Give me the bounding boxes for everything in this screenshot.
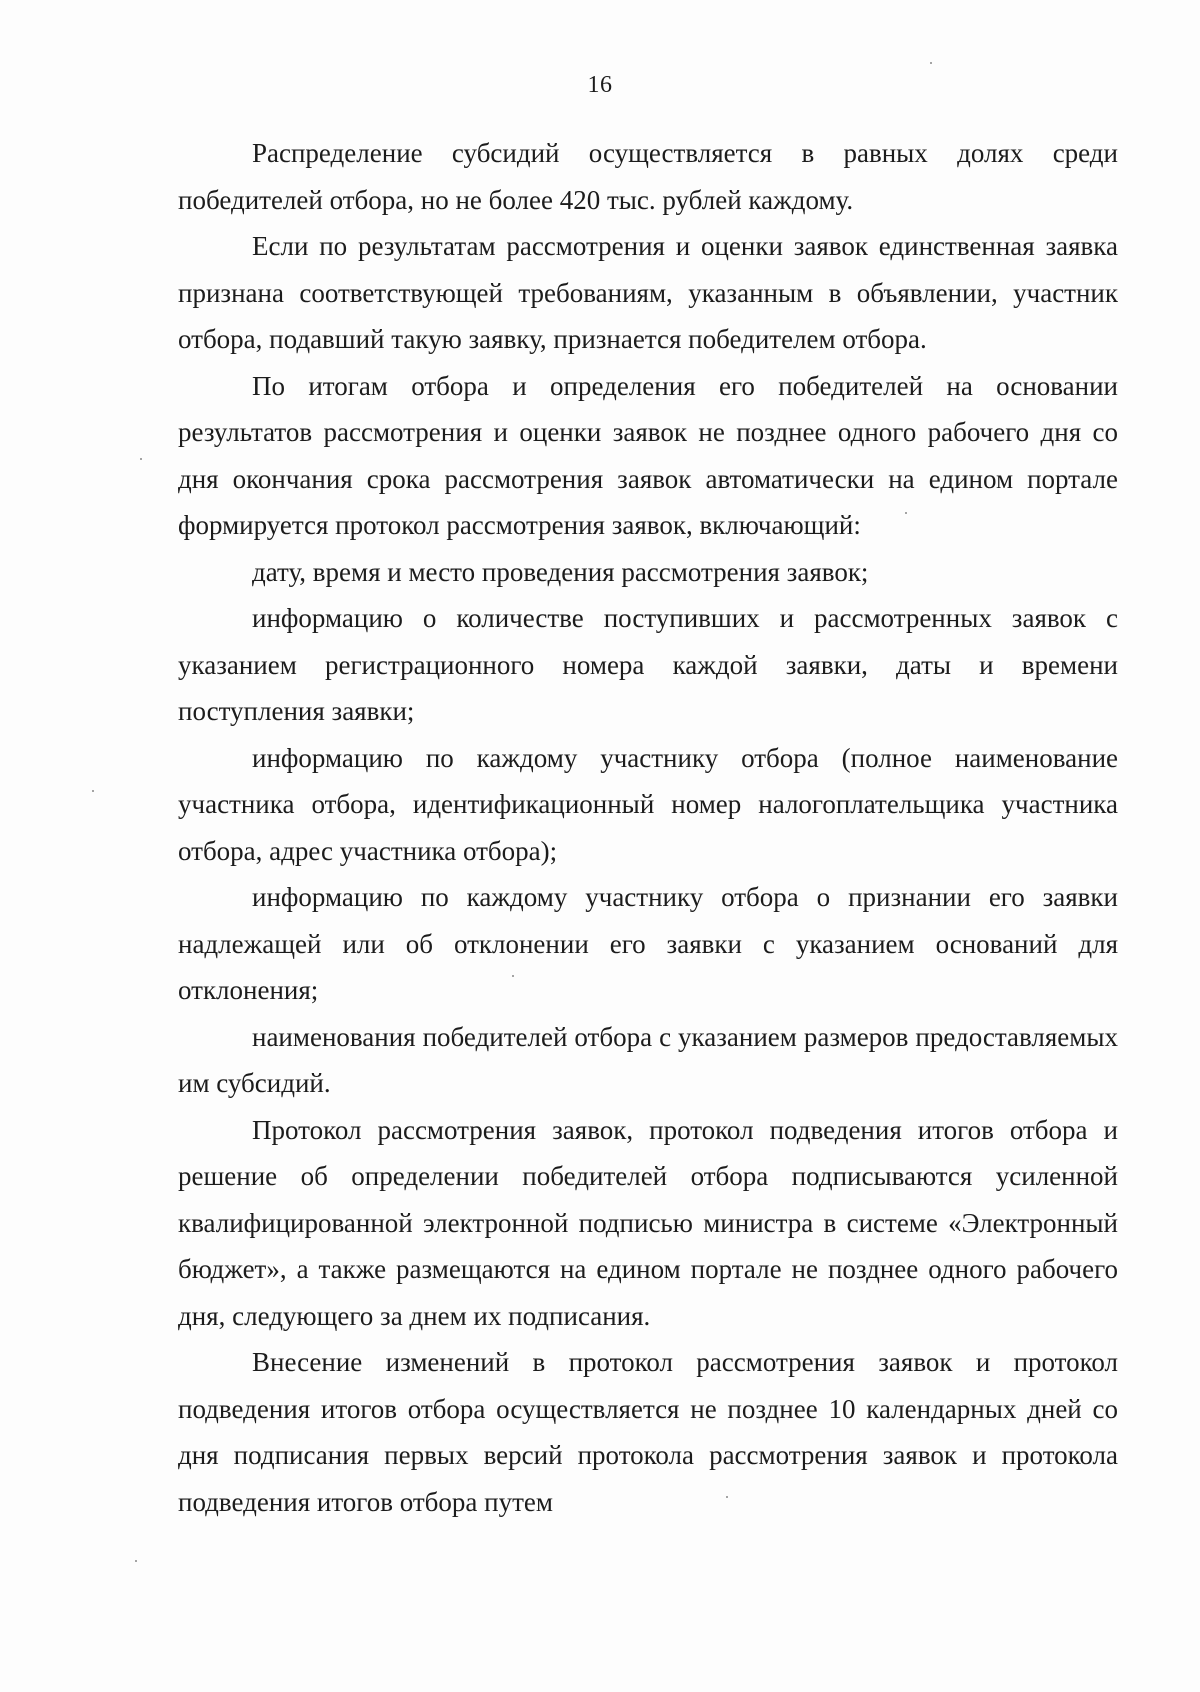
scan-speck — [92, 790, 94, 792]
document-body — [178, 130, 1118, 1525]
scan-speck — [930, 62, 932, 64]
paragraph-single-application: Если по результатам рассмотрения и оценки заявок единственная заявка признана соответствующей требованиям, указанным в объявлении, участник отбора, подавший такую заявку, признается победителем отбора. — [178, 231, 1118, 354]
scan-speck — [135, 1560, 137, 1562]
list-item-application-status: информацию по каждому участнику отбора о признании его заявки надлежащей или об отклонении его заявки с указанием оснований для отклонения; — [178, 882, 1118, 1005]
list-item-date-time-place: дату, время и место проведения рассмотрения заявок; — [252, 556, 869, 587]
scan-speck — [512, 975, 514, 977]
page-number: 16 — [587, 72, 613, 98]
scan-speck — [726, 1496, 728, 1498]
list-item-winners: наименования победителей отбора с указанием размеров предоставляемых им субсидий. — [178, 1021, 1118, 1098]
list-item-participant-info: информацию по каждому участнику отбора (полное наименование участника отбора, идентификационный номер налогоплательщика участника отбора, адрес участника отбора); — [178, 742, 1118, 866]
list-item-application-count: информацию о количестве поступивших и рассмотренных заявок с указанием регистрационного номера каждой заявки, даты и времени поступления заявки; — [178, 603, 1118, 726]
scan-speck — [905, 512, 907, 514]
paragraph-subsidy-distribution: Распределение субсидий осуществляется в равных долях среди победителей отбора, но не более 420 тыс. рублей каждому. — [178, 138, 1118, 215]
paragraph-review-protocol: По итогам отбора и определения его победителей на основании результатов рассмотрения и оценки заявок не позднее одного рабочего дня со дня окончания срока рассмотрения заявок автоматически на едином портале формируется протокол рассмотрения заявок, включающий: — [178, 370, 1118, 540]
paragraph-amendments: Внесение изменений в протокол рассмотрения заявок и протокол подведения итогов отбора осуществляется не позднее 10 календарных дней со дня подписания первых версий протокола рассмотрения заявок и протокола подведения итогов отбора путем — [178, 1347, 1118, 1517]
scan-speck — [140, 458, 142, 460]
paragraph-signing: Протокол рассмотрения заявок, протокол подведения итогов отбора и решение об определении победителей отбора подписываются усиленной квалифицированной электронной подписью министра в системе «Электронный бюджет», а также размещаются на едином портале не позднее одного рабочего дня, следующего за днем их подписания. — [178, 1114, 1118, 1331]
